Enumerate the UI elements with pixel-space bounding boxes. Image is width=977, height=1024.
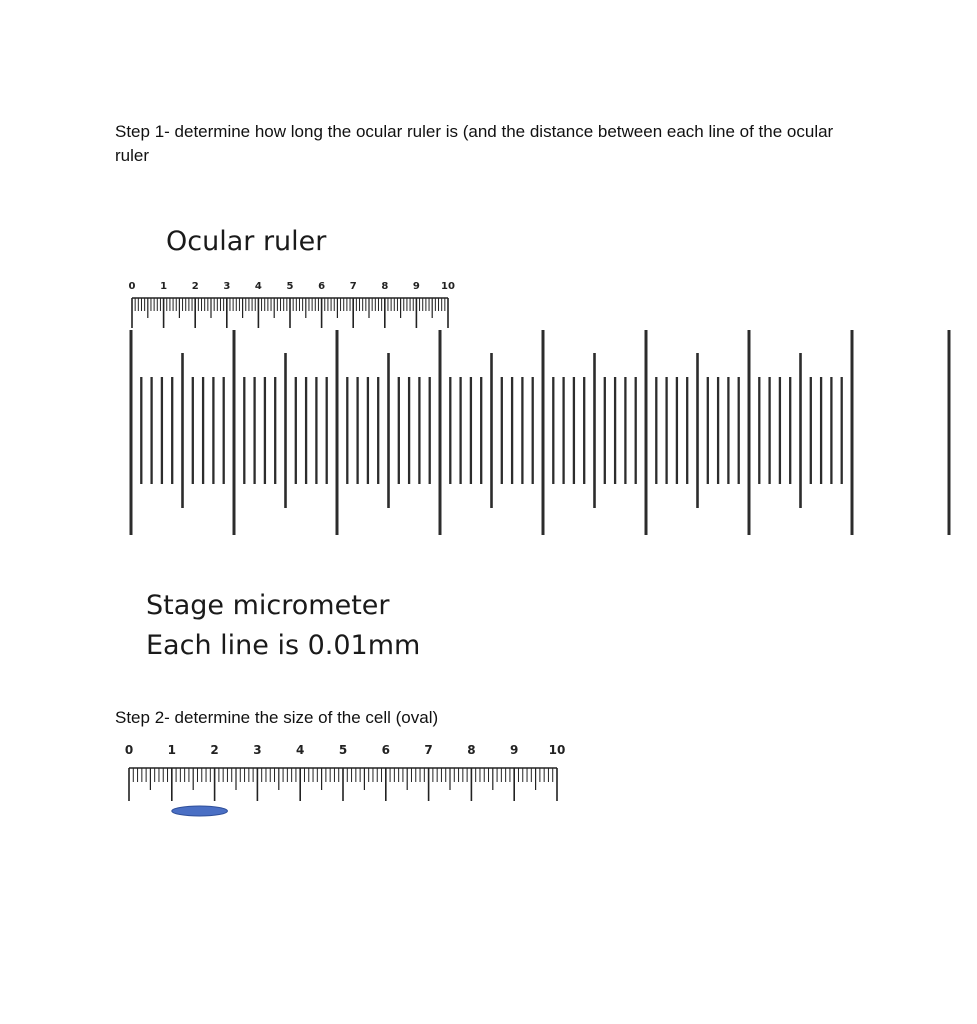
step1-instruction: Step 1- determine how long the ocular ruler is (and the distance between each line of the ocular ruler (115, 122, 834, 165)
ocular-ruler-label-2: 2 (191, 281, 199, 292)
step2-ruler-label-8: 8 (467, 743, 476, 757)
ocular-ruler-label-8: 8 (381, 281, 389, 292)
ocular-ruler-label-7: 7 (349, 281, 357, 292)
ocular-ruler-label-1: 1 (160, 281, 168, 292)
step2-ruler-label-3: 3 (253, 743, 262, 757)
ocular-ruler-label-4: 4 (254, 281, 262, 292)
step2-instruction: Step 2- determine the size of the cell (oval) (115, 708, 439, 727)
ocular-ruler-label-9: 9 (412, 281, 420, 292)
step2-ruler-label-0: 0 (124, 743, 134, 757)
ocular-ruler-title: Ocular ruler (166, 226, 327, 257)
stage-micrometer (131, 330, 949, 535)
ocular-ruler-label-5: 5 (286, 281, 294, 292)
stage-line-spacing-note: Each line is 0.01mm (146, 630, 421, 661)
ocular-ruler (129, 281, 455, 328)
ocular-ruler-label-0: 0 (128, 281, 136, 292)
ocular-ruler-label-6: 6 (318, 281, 326, 292)
cell-oval (172, 806, 228, 816)
stage-micrometer-label: Stage micrometer (146, 590, 390, 621)
step2-ruler-label-5: 5 (338, 743, 348, 757)
step2-ruler-label-7: 7 (424, 743, 433, 757)
ocular-ruler-label-3: 3 (223, 281, 231, 292)
stage-micrometer-caption (146, 586, 420, 666)
step2-ruler-label-2: 2 (210, 743, 219, 757)
step2-ruler-label-10: 10 (548, 743, 566, 757)
step2-ocular-ruler (125, 743, 566, 801)
step2-ruler-label-6: 6 (381, 743, 390, 757)
step2-ruler-label-9: 9 (510, 743, 519, 757)
ocular-ruler-label-10: 10 (441, 281, 455, 292)
step2-ruler-label-4: 4 (296, 743, 305, 757)
step2-ruler-label-1: 1 (167, 743, 176, 757)
